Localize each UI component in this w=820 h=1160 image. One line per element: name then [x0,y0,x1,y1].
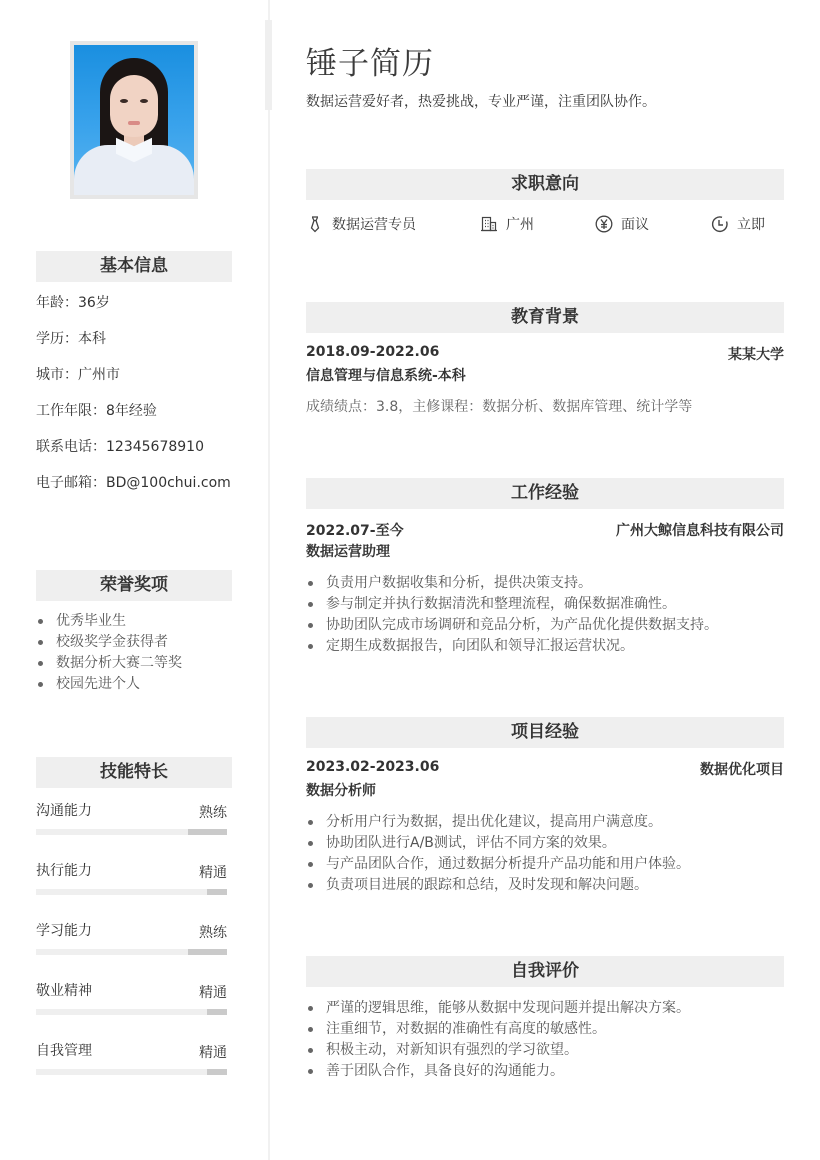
clock-icon [711,215,729,233]
intent-availability [711,214,765,234]
resume-title: 锤子简历 [306,46,434,82]
tie-icon [306,215,324,233]
info-years: 工作年限：8年经验 [36,403,157,419]
section-title-honors: 荣誉奖项 [36,570,232,601]
project-name: 数据优化项目 [700,762,784,778]
intent-salary-text: 面议 [621,217,649,233]
skill-item [36,920,227,980]
skill-bar [36,1069,227,1075]
section-title-project: 项目经验 [306,717,784,748]
project-date: 2023.02-2023.06 [306,759,440,775]
job-intent-row [306,214,784,236]
column-divider [268,0,270,1160]
skill-name: 学习能力 [36,923,92,939]
divider-accent [265,20,272,110]
work-bullet: 负责用户数据收集和分析，提供决策支持。 [306,573,784,594]
project-bullet: 分析用户行为数据，提出优化建议，提高用户满意度。 [306,812,784,833]
skill-name: 沟通能力 [36,803,92,819]
project-bullet: 协助团队进行A/B测试，评估不同方案的效果。 [306,833,784,854]
self-eval-bullet: 善于团队合作，具备良好的沟通能力。 [306,1061,690,1082]
info-age: 年龄：36岁 [36,295,110,311]
skill-level: 熟练 [199,805,227,821]
work-role: 数据运营助理 [306,544,390,560]
work-company: 广州大鲸信息科技有限公司 [616,523,784,539]
skill-item [36,860,227,920]
yuan-icon [595,215,613,233]
education-date: 2018.09-2022.06 [306,344,440,360]
skill-item [36,980,227,1040]
honor-item: 校园先进个人 [36,674,182,695]
honor-item: 数据分析大赛二等奖 [36,653,182,674]
skill-name: 敬业精神 [36,983,92,999]
section-title-self-eval: 自我评价 [306,956,784,987]
section-title-work: 工作经验 [306,478,784,509]
skill-bar [36,949,227,955]
section-title-skills: 技能特长 [36,757,232,788]
work-date: 2022.07-至今 [306,523,404,539]
education-major: 信息管理与信息系统-本科 [306,368,466,384]
project-bullets [306,812,784,896]
education-school: 某某大学 [728,347,784,363]
honors-list [36,611,182,695]
skill-bar [36,889,227,895]
info-email: 电子邮箱：BD@100chui.com [36,475,231,491]
resume-tagline: 数据运营爱好者，热爱挑战，专业严谨，注重团队协作。 [306,94,656,110]
skill-name: 执行能力 [36,863,92,879]
project-role: 数据分析师 [306,783,376,799]
info-phone: 联系电话：12345678910 [36,439,204,455]
section-title-education: 教育背景 [306,302,784,333]
right-column [306,0,784,1160]
project-bullet: 负责项目进展的跟踪和总结，及时发现和解决问题。 [306,875,784,896]
basic-info-list [36,294,231,510]
project-bullet: 与产品团队合作，通过数据分析提升产品功能和用户体验。 [306,854,784,875]
intent-position [306,214,416,234]
honor-item: 优秀毕业生 [36,611,182,632]
skill-name: 自我管理 [36,1043,92,1059]
left-column [36,0,232,1160]
skill-level: 熟练 [199,925,227,941]
skills-list [36,800,227,1100]
skill-item [36,1040,227,1100]
skill-level: 精通 [199,985,227,1001]
work-bullet: 定期生成数据报告，向团队和领导汇报运营状况。 [306,636,784,657]
project-entry [306,759,784,896]
intent-city [480,214,534,234]
education-entry [306,344,784,416]
education-desc: 成绩绩点：3.8，主修课程：数据分析、数据库管理、统计学等 [306,399,693,415]
skill-item [36,800,227,860]
self-eval-bullet: 积极主动，对新知识有强烈的学习欲望。 [306,1040,690,1061]
skill-bar [36,829,227,835]
skill-level: 精通 [199,865,227,881]
skill-bar [36,1009,227,1015]
section-title-job-intent: 求职意向 [306,169,784,200]
info-education: 学历：本科 [36,331,106,347]
self-eval-bullets [306,998,690,1082]
skill-level: 精通 [199,1045,227,1061]
profile-photo-frame [70,41,198,199]
work-bullet: 参与制定并执行数据清洗和整理流程，确保数据准确性。 [306,594,784,615]
intent-salary [595,214,649,234]
building-icon [480,215,498,233]
work-bullets [306,573,784,657]
intent-position-text: 数据运营专员 [332,217,416,233]
work-bullet: 协助团队完成市场调研和竞品分析，为产品优化提供数据支持。 [306,615,784,636]
intent-availability-text: 立即 [737,217,765,233]
honor-item: 校级奖学金获得者 [36,632,182,653]
profile-photo [74,45,194,195]
info-city: 城市：广州市 [36,367,120,383]
section-title-basic-info: 基本信息 [36,251,232,282]
self-eval-bullet: 注重细节，对数据的准确性有高度的敏感性。 [306,1019,690,1040]
self-eval-bullet: 严谨的逻辑思维，能够从数据中发现问题并提出解决方案。 [306,998,690,1019]
intent-city-text: 广州 [506,217,534,233]
work-entry [306,520,784,657]
